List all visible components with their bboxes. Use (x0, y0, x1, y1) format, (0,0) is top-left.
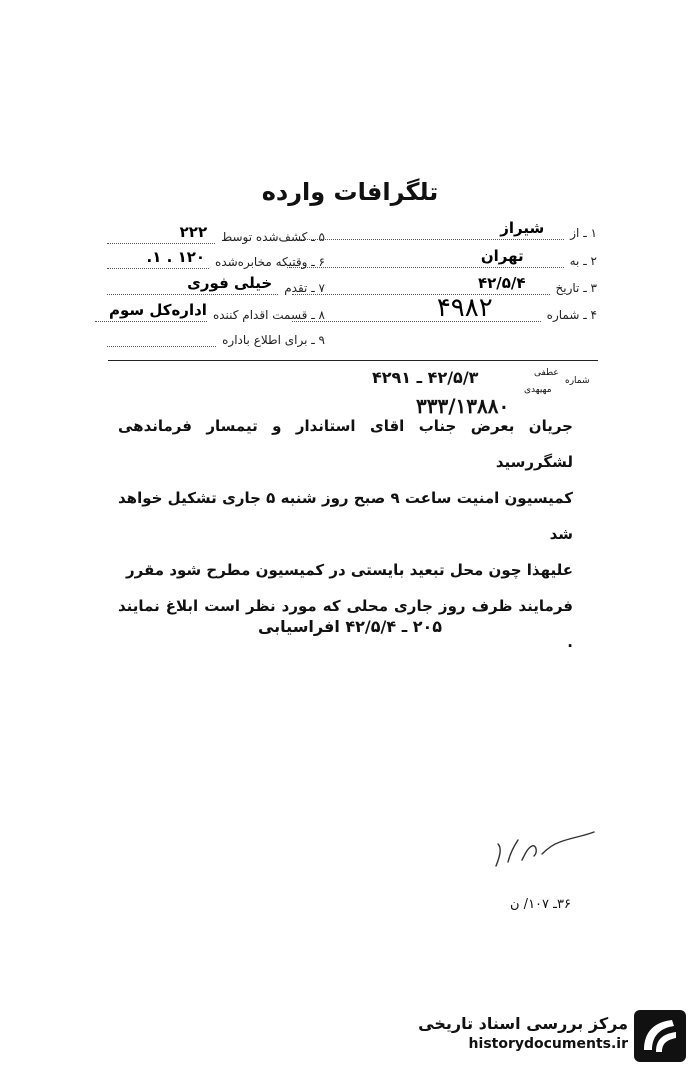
body-line: علیهذا چون محل تبعید بایستی در کمیسیون مطرح شود مقرر (126, 561, 573, 579)
field-label: ۴ ـ شماره (546, 308, 597, 322)
field-label: ۱ ـ از (570, 226, 597, 240)
field-label: ۶ ـ وقتیکه مخابره‌شده (215, 255, 325, 269)
body-line: کمیسیون امنیت ساعت ۹ صبح روز شنبه ۵ جاری تشکیل خواهد شد (118, 489, 573, 543)
field-label: ۹ ـ برای اطلاع باداره (222, 333, 325, 347)
field-value: ۴۹۸۲ (436, 293, 493, 323)
closing-line: ۲۰۵ ـ ۴۲/۵/۴ افراسیابی (257, 617, 443, 636)
field-action-department (95, 301, 325, 322)
field-label: ۷ ـ تقدم (284, 281, 325, 295)
field-label: ۳ ـ تاریخ (555, 281, 597, 295)
reference-line-1: ۴۲/۵/۳ ـ ۴۲۹۱ (372, 368, 479, 387)
field-value: خیلی فوری (187, 274, 273, 292)
page-title: تلگرافات وارده (261, 178, 439, 206)
archive-url: historydocuments.ir (468, 1036, 628, 1052)
field-number (292, 293, 597, 323)
body-line: جریان بعرض جناب اقای استاندار و تیمسار فرماندهی لشگررسید (118, 417, 573, 471)
header-divider (108, 360, 598, 361)
archive-logo-icon (634, 1010, 686, 1062)
field-label: ۸ ـ قسمت اقدام کننده (212, 308, 325, 322)
field-label: ۵ ـ کشف‌شده توسط (221, 230, 325, 244)
field-decoded-by (107, 223, 325, 244)
field-label: ۲ ـ به (569, 254, 597, 268)
field-value: ۴۲/۵/۴ (477, 274, 526, 292)
field-value: تهران (480, 247, 524, 265)
field-priority (107, 274, 325, 295)
reference-line-2: ۳۳۳/۱۳۸۸۰ (416, 394, 510, 418)
field-from (297, 219, 597, 240)
handwritten-signature (488, 826, 598, 876)
field-value: شیراز (500, 219, 545, 237)
reference-note-top: عطفی (534, 368, 559, 378)
field-to (287, 247, 597, 268)
archive-number: ۳۶ـ ۱۰۷/ ن (510, 897, 571, 912)
field-value: ۱۲۰ . ۱. (146, 248, 206, 266)
reference-label: شماره (565, 376, 590, 386)
field-value: ۲۲۲ (179, 223, 208, 241)
field-sent-time (107, 248, 325, 269)
archive-watermark (420, 1008, 690, 1064)
archive-org-name: مرکز بررسی اسناد تاریخی (418, 1014, 628, 1033)
field-value: اداره‌کل سوم (108, 301, 207, 319)
field-info-office (107, 333, 325, 347)
reference-note-bottom: مهیهدی (524, 385, 552, 395)
body-line: فرمایند ظرف روز جاری محلی که مورد نظر است ابلاغ نمایند . (118, 597, 573, 651)
